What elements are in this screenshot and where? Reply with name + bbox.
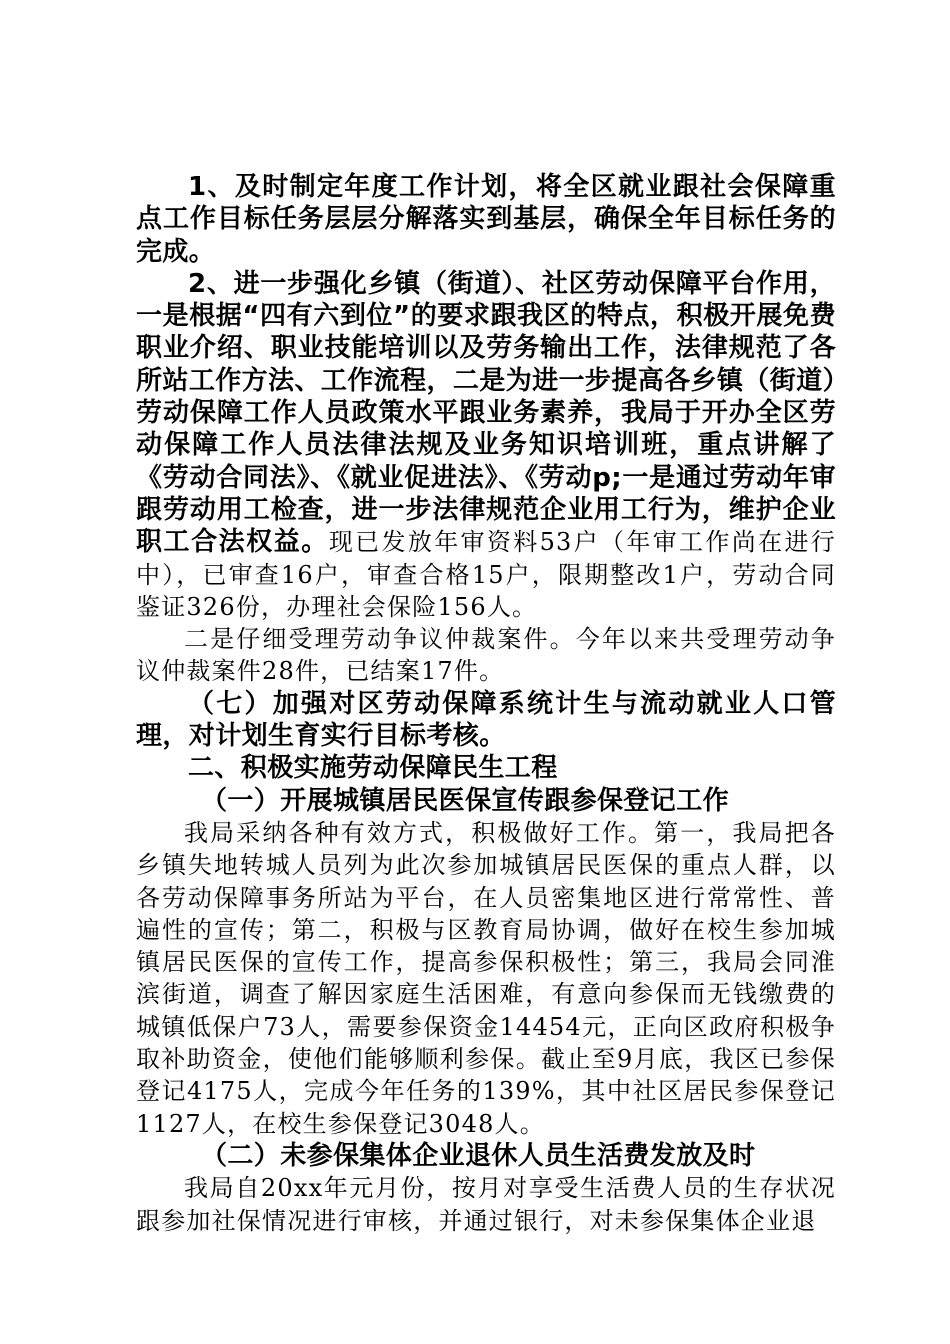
platform-role-text: 2、进一步强化乡镇（街道）、社区劳动保障平台作用，一是根据“四有六到位”的要求跟我区的特点，积极开展免费职业介绍、职业技能培训以及劳务输出工作，法律规范了各所站工作方法、工作流程，二是为进一步提高各乡镇（街道）劳动保障工作人员政策水平跟业务素养，我局于开办全区劳动保障工作人员法律法规及业务知识培训班，重点讲解了《劳动合同法》、《就业促进法》、《劳动p;一是通过劳动年审跟劳动用工检查，进一步法律规范企业用工行为，维护企业职工合法权益。 bbox=[136, 268, 836, 558]
paragraph-family-planning: （七）加强对区劳动保障系统计生与流动就业人口管理，对计划生育实行目标考核。 bbox=[136, 688, 836, 752]
paragraph-platform-role bbox=[136, 268, 836, 623]
paragraph-retiree-allowance: 我局自20xx年元月份，按月对享受生活费人员的生存状况跟参加社保情况进行审核，并通过银行，对未参保集体企业退 bbox=[136, 1174, 836, 1235]
paragraph-arbitration: 二是仔细受理劳动争议仲裁案件。今年以来共受理劳动争议仲裁案件28件，已结案17件。 bbox=[136, 625, 836, 686]
subsection-heading-retiree-allowance: （二）未参保集体企业退休人员生活费发放及时 bbox=[201, 1140, 756, 1171]
paragraph-medical-insurance: 我局采纳各种有效方式，积极做好工作。第一，我局把各乡镇失地转城人员列为此次参加城镇居民医保的重点人群，以各劳动保障事务所站为平台，在人员密集地区进行常常性、普遍性的宣传；第二，积极与区教育局协调，做好在校生参加城镇居民医保的宣传工作，提高参保积极性；第三，我局会同淮滨街道，调查了解因家庭生活困难，有意向参保而无钱缴费的城镇低保户73人，需要参保资金14454元，正向区政府积极争取补助资金，使他们能够顺利参保。截止至9月底，我区已参保登记4175人，完成今年任务的139%，其中社区居民参保登记1127人，在校生参保登记3048人。 bbox=[136, 818, 836, 1138]
paragraph-annual-plan: 1、及时制定年度工作计划，将全区就业跟社会保障重点工作目标任务层层分解落实到基层，确保全年目标任务的完成。 bbox=[136, 172, 836, 267]
annual-review-stats: 现已发放年审资料53户（年审工作尚在进行中），已审查16户，审查合格15户，限期整改1户，劳动合同鉴证326份，办理社会保险156人。 bbox=[136, 528, 836, 621]
subsection-heading-medical-insurance: （一）开展城镇居民医保宣传跟参保登记工作 bbox=[201, 785, 730, 816]
document-body bbox=[136, 171, 836, 1237]
section-heading-livelihood: 二、积极实施劳动保障民生工程 bbox=[188, 753, 558, 784]
